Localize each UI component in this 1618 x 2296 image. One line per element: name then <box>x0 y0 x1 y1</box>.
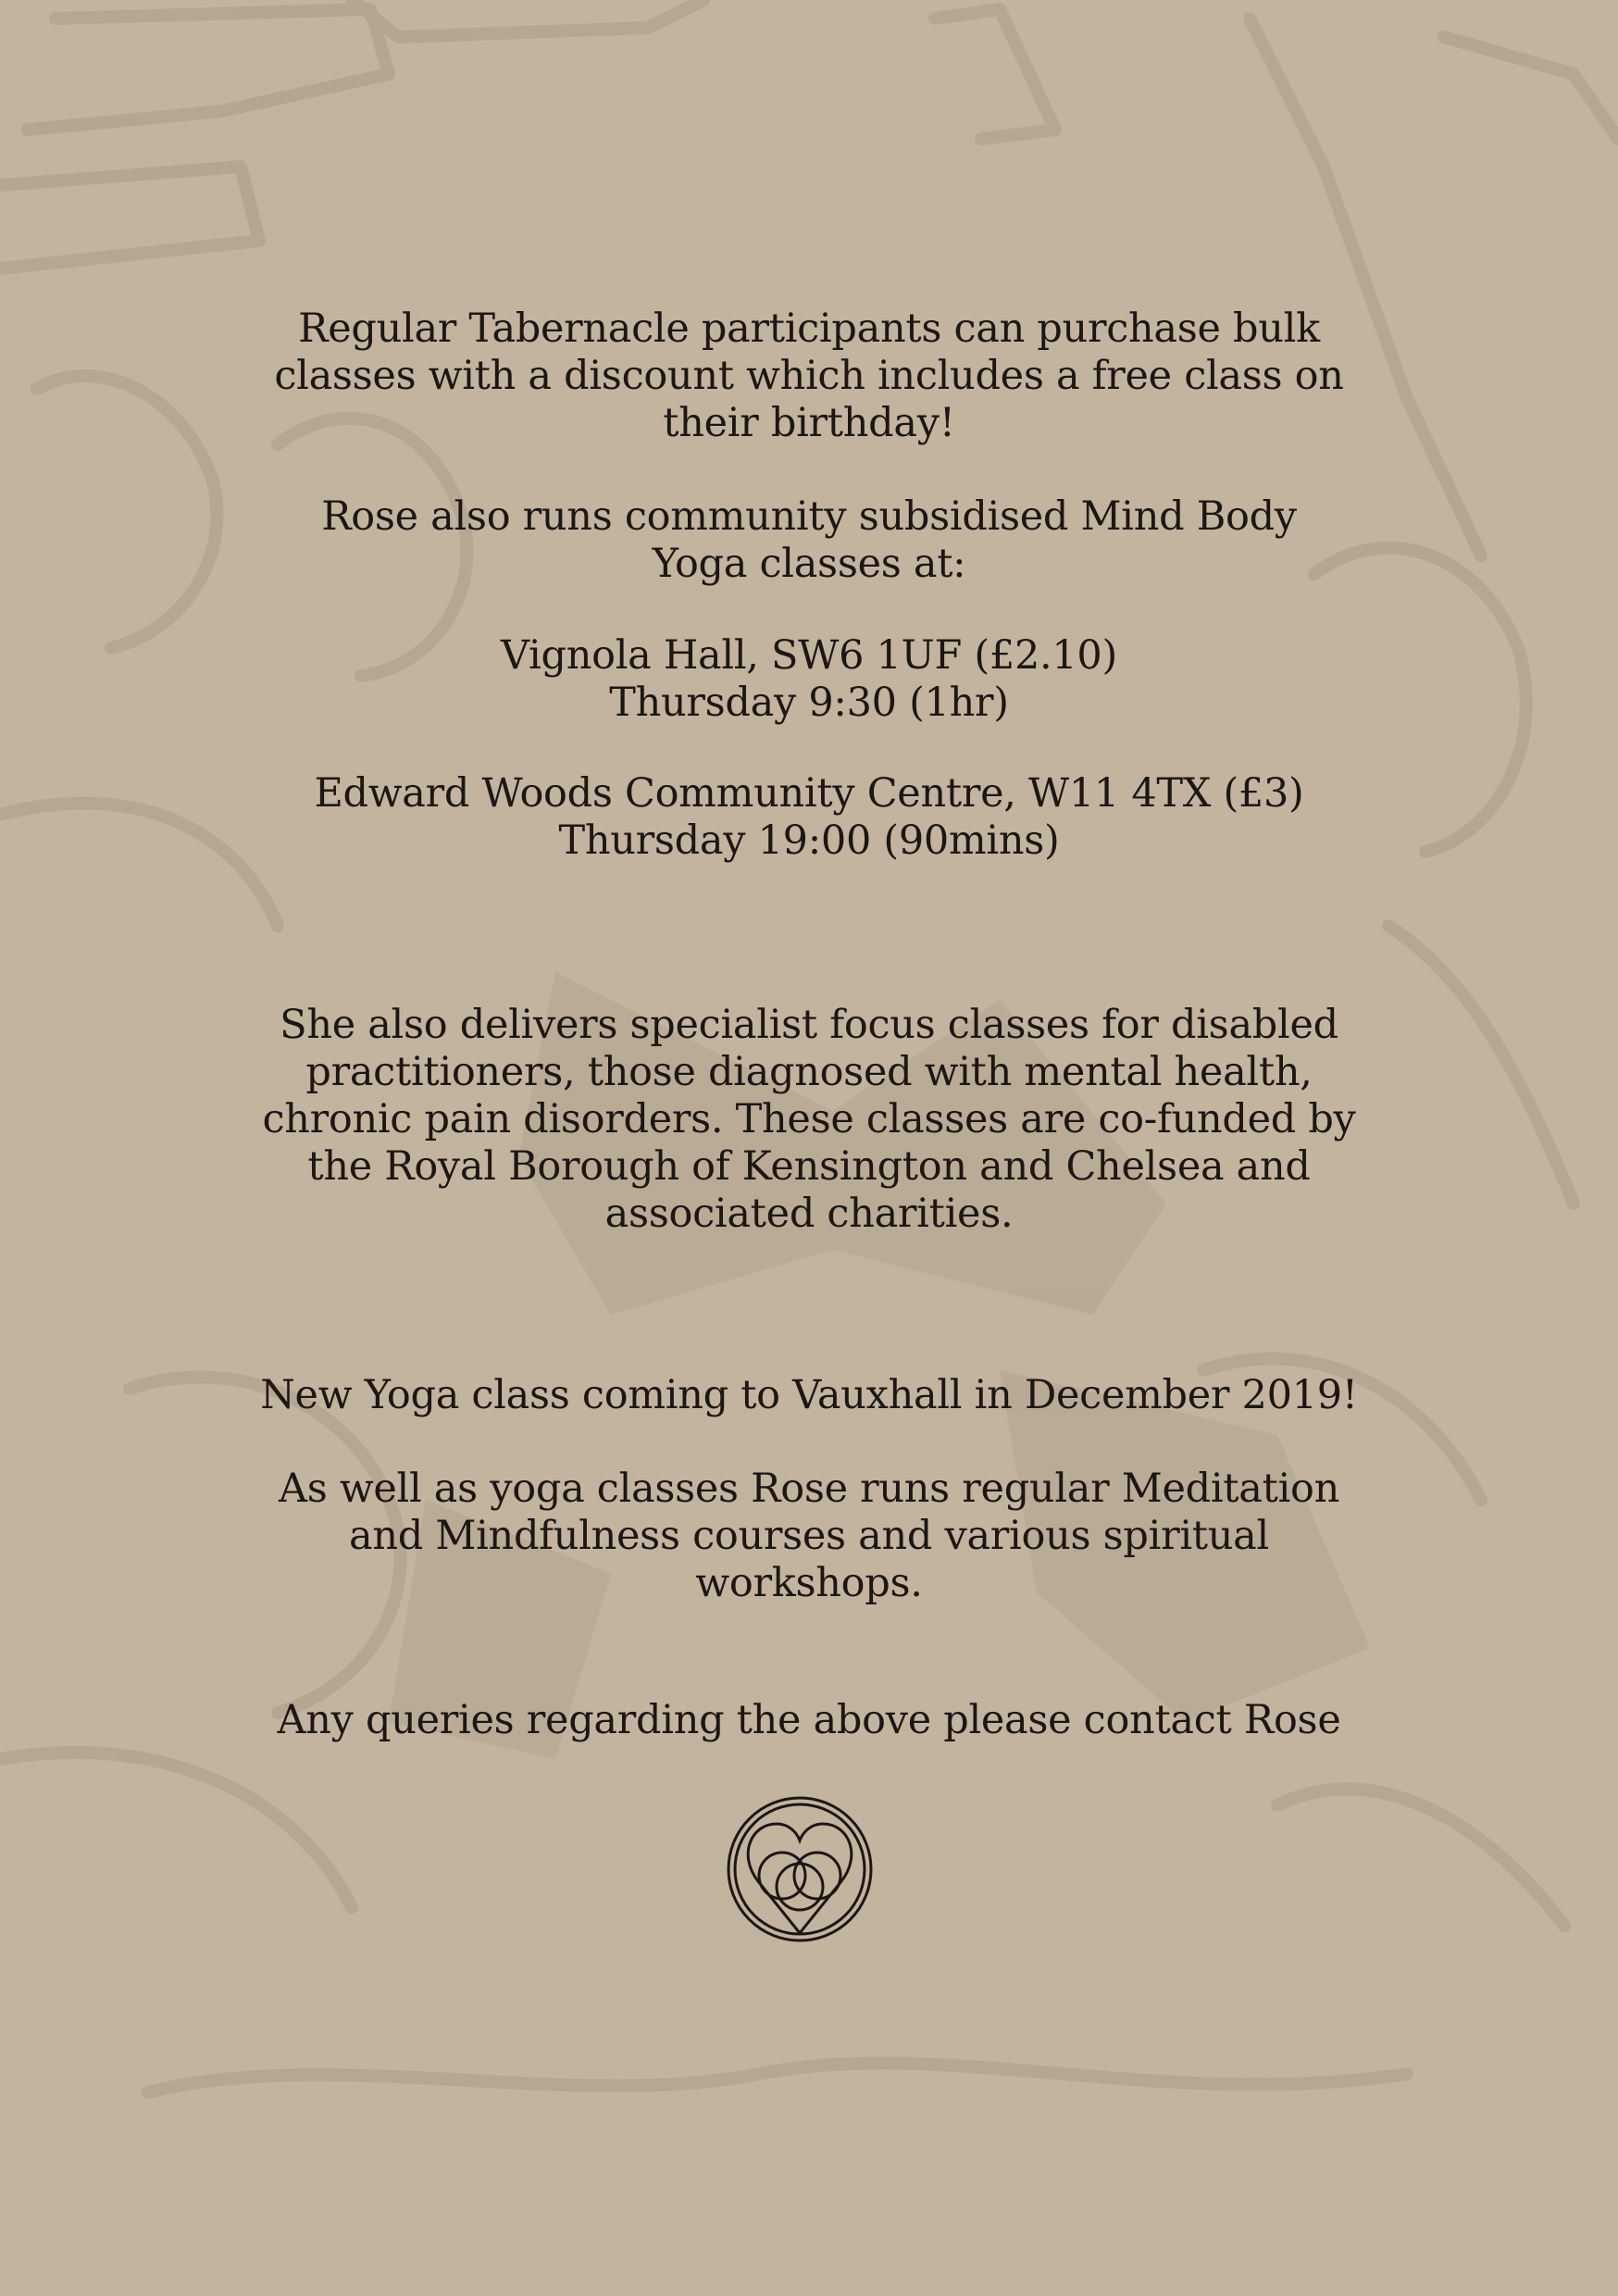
specialist-line: the Royal Borough of Kensington and Chelsea and <box>307 1143 1311 1190</box>
meditation-line: As well as yoga classes Rose runs regular Meditation <box>278 1466 1340 1512</box>
specialist-line: chronic pain disorders. These classes are co-funded by <box>262 1096 1356 1142</box>
meditation-line: workshops. <box>695 1560 923 1606</box>
venue-time: Thursday 19:00 (90mins) <box>558 817 1060 864</box>
intro-line: classes with a discount which includes a free class on <box>274 353 1344 399</box>
contact-paragraph <box>231 1697 1387 1744</box>
announcement-line: New Yoga class coming to Vauxhall in December 2019! <box>260 1372 1358 1418</box>
specialist-line: She also delivers specialist focus classes for disabled <box>280 1002 1338 1048</box>
contact-line: Any queries regarding the above please contact Rose <box>277 1697 1341 1743</box>
intro-line: Regular Tabernacle participants can purchase bulk <box>298 306 1320 352</box>
community-classes-paragraph <box>231 493 1387 588</box>
new-class-announcement <box>231 1372 1387 1419</box>
venue-edward-woods <box>231 770 1387 865</box>
venue-time: Thursday 9:30 (1hr) <box>609 680 1009 726</box>
meditation-paragraph <box>231 1466 1387 1607</box>
venue-vignola-hall <box>231 632 1387 727</box>
venue-name: Vignola Hall, SW6 1UF (£2.10) <box>501 632 1117 679</box>
community-line: Rose also runs community subsidised Mind Body <box>321 493 1297 540</box>
community-line: Yoga classes at: <box>652 541 966 587</box>
venue-name: Edward Woods Community Centre, W11 4TX (£3) <box>314 770 1304 817</box>
heart-circle-logo-icon <box>725 1794 875 1944</box>
meditation-line: and Mindfulness courses and various spiritual <box>349 1513 1269 1559</box>
specialist-line: associated charities. <box>604 1191 1014 1237</box>
intro-paragraph <box>231 306 1387 447</box>
intro-line: their birthday! <box>663 400 955 446</box>
specialist-line: practitioners, those diagnosed with mental health, <box>305 1049 1313 1095</box>
specialist-classes-paragraph <box>231 1002 1387 1238</box>
